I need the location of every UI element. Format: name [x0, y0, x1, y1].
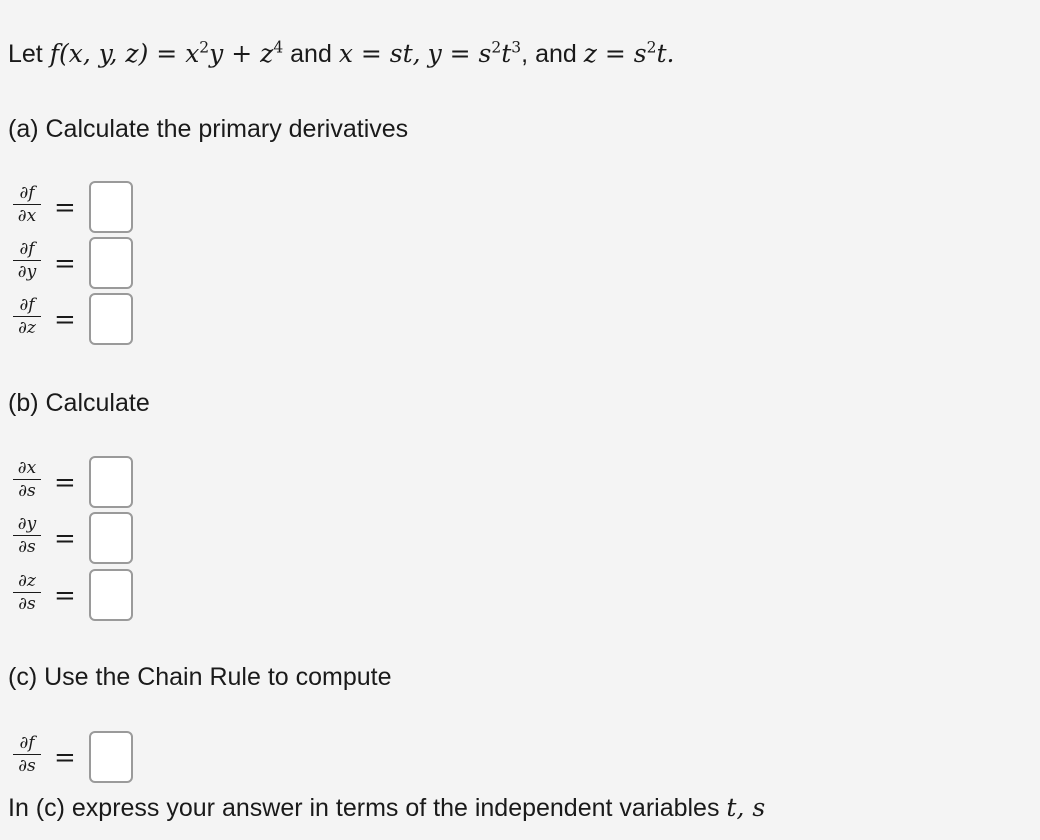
- and-label-2: , and: [521, 40, 577, 68]
- equals-sign: =: [54, 305, 76, 335]
- fraction-denominator: ∂y: [17, 262, 37, 283]
- fraction-numerator: ∂y: [17, 514, 37, 534]
- part-a-heading: (a) Calculate the primary derivatives: [8, 115, 409, 143]
- function-definition: f(x, y, $z) = x^2y + z^4$: [49, 38, 284, 68]
- fraction-numerator: ∂f: [19, 239, 35, 259]
- equals-sign: =: [54, 249, 76, 279]
- fraction-bar: [13, 204, 41, 205]
- df-dz-fraction: [12, 297, 42, 337]
- fraction-numerator: ∂f: [19, 733, 35, 753]
- fraction-numerator: ∂x: [17, 458, 37, 478]
- dx-ds-fraction: [12, 460, 42, 500]
- fraction-denominator: ∂x: [17, 206, 37, 227]
- equals-sign: =: [54, 743, 76, 773]
- instruction-text: In (c) express your answer in terms of the independent variables: [8, 794, 720, 822]
- equals-sign: =: [54, 468, 76, 498]
- fraction-denominator: ∂s: [18, 537, 36, 558]
- part-b-heading: (b) Calculate: [8, 389, 150, 417]
- dz-ds-fraction: [12, 573, 42, 613]
- instruction-note: [8, 795, 765, 821]
- answer-box-df-ds[interactable]: [89, 731, 133, 783]
- x-definition: x = st,: [338, 39, 421, 68]
- z-definition: $z = s^2t$.: [583, 38, 675, 68]
- fraction-bar: [13, 260, 41, 261]
- equals-sign: =: [54, 524, 76, 554]
- equals-sign: =: [54, 193, 76, 223]
- part-c-heading: (c) Use the Chain Rule to compute: [8, 663, 392, 691]
- let-label: Let: [8, 40, 43, 68]
- fraction-numerator: ∂f: [19, 183, 35, 203]
- problem-statement: [8, 38, 675, 68]
- fraction-denominator: ∂z: [18, 318, 36, 339]
- fraction-bar: [13, 754, 41, 755]
- and-label-1: and: [290, 40, 332, 68]
- fraction-bar: [13, 479, 41, 480]
- fraction-denominator: ∂s: [18, 756, 36, 777]
- df-dx-fraction: [12, 185, 42, 225]
- fraction-bar: [13, 316, 41, 317]
- answer-box-dy-ds[interactable]: [89, 512, 133, 564]
- independent-variables: t, s: [726, 793, 766, 822]
- fraction-denominator: ∂s: [18, 594, 36, 615]
- answer-box-df-dx[interactable]: [89, 181, 133, 233]
- df-ds-fraction: [12, 735, 42, 775]
- fraction-numerator: ∂f: [19, 295, 35, 315]
- fraction-numerator: ∂z: [18, 571, 36, 591]
- fraction-denominator: ∂s: [18, 481, 36, 502]
- y-definition: $y = s^2t^3$: [427, 38, 522, 68]
- fraction-bar: [13, 535, 41, 536]
- answer-box-df-dz[interactable]: [89, 293, 133, 345]
- dy-ds-fraction: [12, 516, 42, 556]
- answer-box-df-dy[interactable]: [89, 237, 133, 289]
- answer-box-dz-ds[interactable]: [89, 569, 133, 621]
- equals-sign: =: [54, 581, 76, 611]
- answer-box-dx-ds[interactable]: [89, 456, 133, 508]
- df-dy-fraction: [12, 241, 42, 281]
- fraction-bar: [13, 592, 41, 593]
